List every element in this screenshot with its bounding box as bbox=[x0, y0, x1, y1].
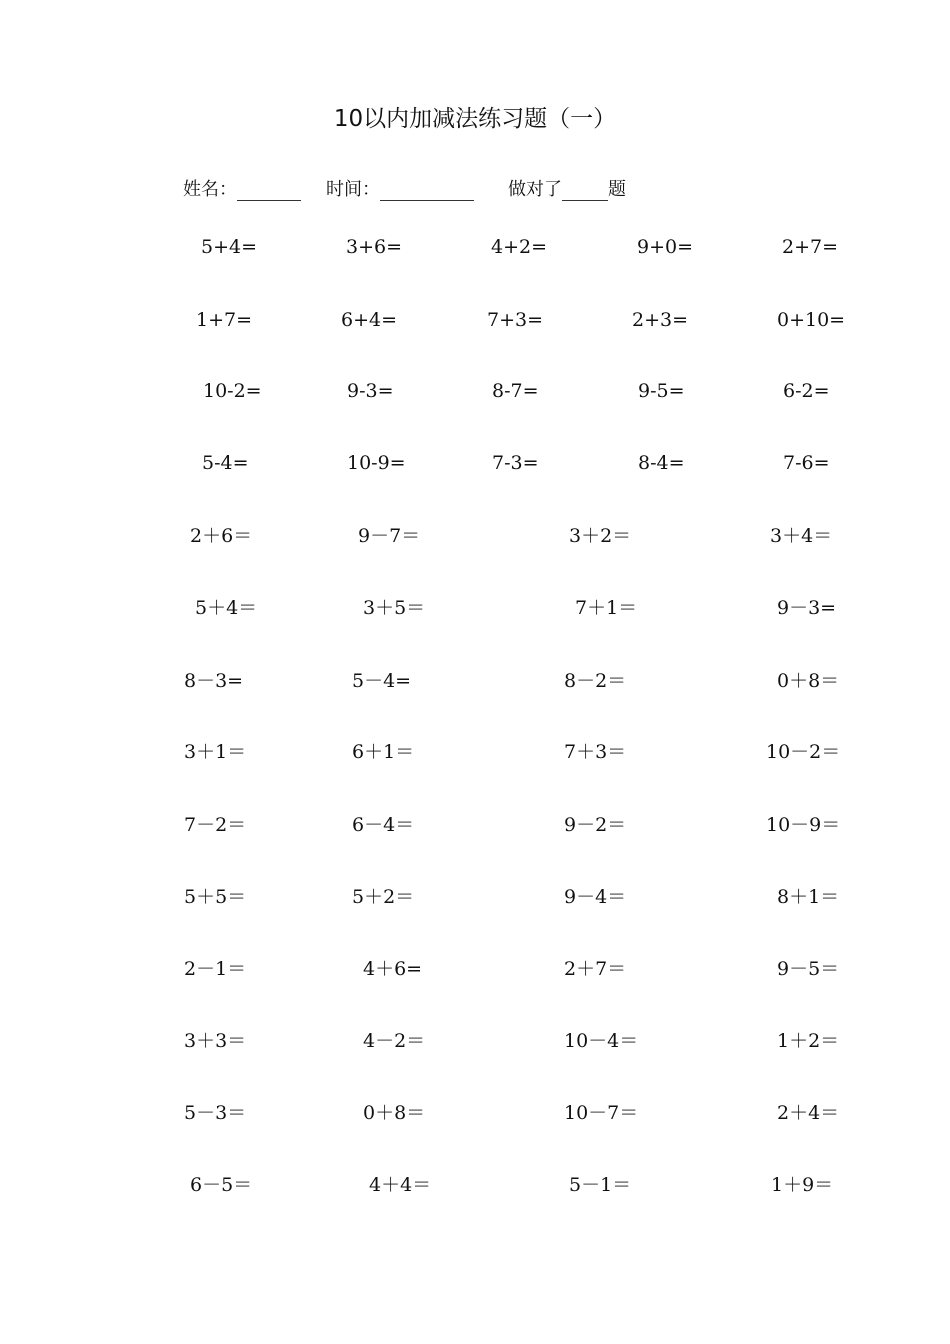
problem-item: 9－5＝ bbox=[777, 958, 840, 980]
problem-item: 4＋6= bbox=[363, 958, 423, 980]
problem-item: 10-2= bbox=[203, 380, 262, 402]
problem-item: 7－2＝ bbox=[184, 814, 247, 836]
problem-item: 2+7= bbox=[782, 236, 839, 258]
problem-item: 9－3= bbox=[777, 597, 837, 619]
problem-item: 3+6= bbox=[346, 236, 403, 258]
problem-item: 6－5＝ bbox=[190, 1174, 253, 1196]
problem-item: 5－3＝ bbox=[184, 1102, 247, 1124]
problem-item: 3＋4＝ bbox=[770, 525, 833, 547]
problem-item: 2＋4＝ bbox=[777, 1102, 840, 1124]
problem-item: 6-2= bbox=[783, 380, 830, 402]
problem-item: 8-7= bbox=[492, 380, 539, 402]
time-label: 时间： bbox=[326, 179, 380, 200]
problem-item: 8－2＝ bbox=[564, 670, 627, 692]
problem-item: 1＋2＝ bbox=[777, 1030, 840, 1052]
time-blank[interactable] bbox=[380, 182, 474, 201]
problem-item: 5+4= bbox=[201, 236, 258, 258]
problem-item: 4+2= bbox=[491, 236, 548, 258]
problem-item: 9-5= bbox=[638, 380, 685, 402]
name-field bbox=[183, 175, 301, 201]
problem-item: 6+4= bbox=[341, 309, 398, 331]
problem-item: 10-9= bbox=[347, 452, 406, 474]
problem-item: 2+3= bbox=[632, 309, 689, 331]
problem-item: 10－9＝ bbox=[766, 814, 841, 836]
problem-item: 7＋1＝ bbox=[575, 597, 638, 619]
problem-item: 9－7＝ bbox=[358, 525, 421, 547]
problem-item: 2－1＝ bbox=[184, 958, 247, 980]
problem-item: 5－1＝ bbox=[569, 1174, 632, 1196]
problem-item: 5＋5＝ bbox=[184, 886, 247, 908]
problem-item: 8-4= bbox=[638, 452, 685, 474]
problem-item: 7+3= bbox=[487, 309, 544, 331]
problem-item: 8－3= bbox=[184, 670, 244, 692]
problem-item: 5－4= bbox=[352, 670, 412, 692]
problem-item: 7-3= bbox=[492, 452, 539, 474]
time-field bbox=[326, 175, 474, 201]
problem-item: 2＋7＝ bbox=[564, 958, 627, 980]
problem-item: 1+7= bbox=[196, 309, 253, 331]
problem-item: 5-4= bbox=[202, 452, 249, 474]
worksheet-title: 10以内加减法练习题（一） bbox=[333, 106, 617, 132]
problem-item: 2＋6＝ bbox=[190, 525, 253, 547]
problem-item: 6－4＝ bbox=[352, 814, 415, 836]
problem-item: 4＋4＝ bbox=[369, 1174, 432, 1196]
problem-item: 0+10= bbox=[777, 309, 846, 331]
problem-item: 9+0= bbox=[637, 236, 694, 258]
problem-item: 0＋8＝ bbox=[363, 1102, 426, 1124]
problem-item: 10－2＝ bbox=[766, 741, 841, 763]
problem-item: 9-3= bbox=[347, 380, 394, 402]
correct-count-blank[interactable] bbox=[562, 182, 608, 201]
problem-item: 10－7＝ bbox=[564, 1102, 639, 1124]
name-blank[interactable] bbox=[237, 182, 301, 201]
problem-item: 1＋9＝ bbox=[771, 1174, 834, 1196]
problem-item: 9－4＝ bbox=[564, 886, 627, 908]
name-label: 姓名： bbox=[183, 179, 237, 200]
problem-item: 7＋3＝ bbox=[564, 741, 627, 763]
problem-item: 3＋5＝ bbox=[363, 597, 426, 619]
problem-item: 4－2＝ bbox=[363, 1030, 426, 1052]
problem-item: 3＋1＝ bbox=[184, 741, 247, 763]
problem-item: 10－4＝ bbox=[564, 1030, 639, 1052]
correct-label: 做对了 bbox=[508, 179, 562, 200]
problem-item: 9－2＝ bbox=[564, 814, 627, 836]
problem-item: 5＋4＝ bbox=[195, 597, 258, 619]
problem-item: 8＋1＝ bbox=[777, 886, 840, 908]
correct-count-field bbox=[508, 175, 626, 201]
problem-item: 0＋8＝ bbox=[777, 670, 840, 692]
problem-item: 3＋3＝ bbox=[184, 1030, 247, 1052]
problem-item: 5＋2＝ bbox=[352, 886, 415, 908]
problem-item: 3＋2＝ bbox=[569, 525, 632, 547]
problem-item: 7-6= bbox=[783, 452, 830, 474]
problem-item: 6＋1＝ bbox=[352, 741, 415, 763]
correct-suffix: 题 bbox=[608, 179, 626, 200]
